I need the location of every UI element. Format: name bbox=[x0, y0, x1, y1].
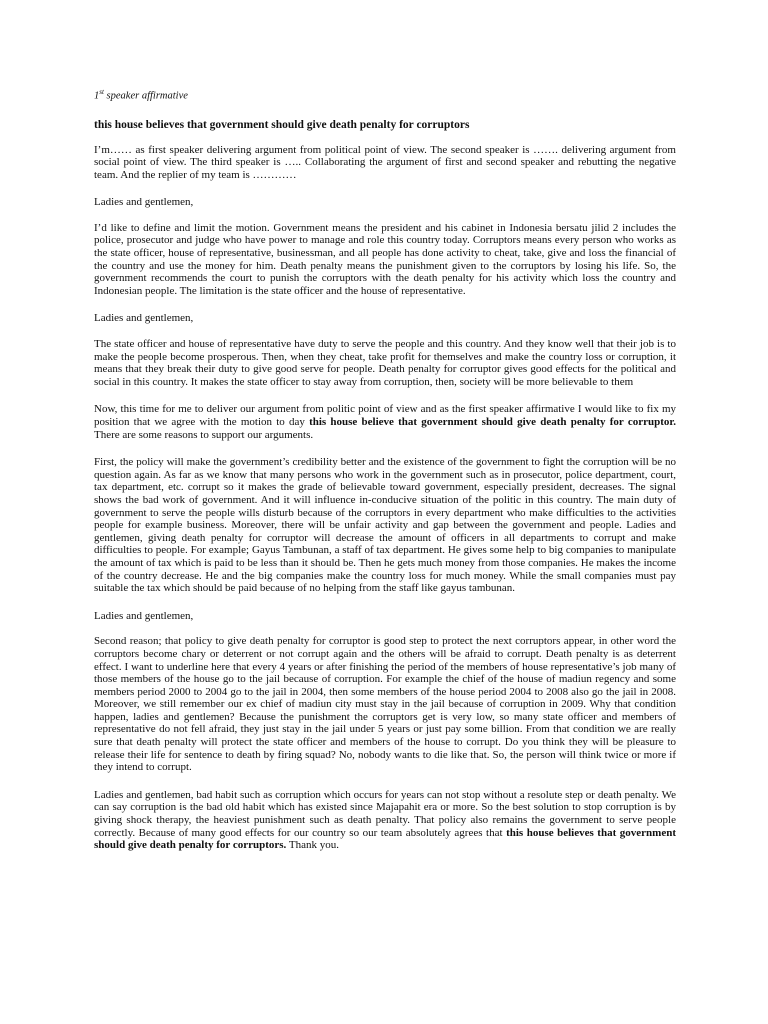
position-text-lead: Now, this time for me to deliver our argument from politic point of view and as the first speaker affirmative I would like to fix my position that we agree with the motion to day bbox=[94, 403, 676, 428]
speaker-label-ordinal: st bbox=[99, 88, 104, 96]
closing-text-tail: Thank you. bbox=[286, 839, 339, 852]
second-reason-paragraph: Second reason; that policy to give death penalty for corruptor is good step to protect the next corruptors appear, in other word the corruptors become chary or deterrent or not corrupt again and the others will be afraid to corrupt. Death penalty is as deterrent effect. I want to underline here that every 4 years or after finishing the period of the members of house representative’s job many of those members of the house go to the jail because of corruption. For example the chief of the house of madiun regency and some members period 2000 to 2004 go to the jail in 2004, then some members of the house period 2004 to 2008 also go the jail in 2008. Moreover, we still remember our ex chief of madiun city must stay in the jail because of corruption in 2009. Why that condition happen, ladies and gentlemen? Because the punishment the corruptors get is very low, so many state officer and members of representative do not fell afraid, they just stay in the jail under 5 years or just pay some billion. From that condition we are really sure that death penalty will protect the state officer and members of the house to corrupt. Do you think they will be pleasure to release their life for sentence to death by firing squad? No, nobody wants to die like that. So, the person will think twice or more if they intend to corrupt. bbox=[94, 635, 676, 774]
motion-heading: this house believes that government should give death penalty for corruptors bbox=[94, 118, 470, 131]
position-motion-bold: this house believe that government should give death penalty for corruptor. bbox=[309, 416, 676, 428]
definition-paragraph: I’d like to define and limit the motion. Government means the president and his cabinet in Indonesia bersatu jilid 2 includes the police, prosecutor and judge who have power to manage and role this country today. Corruptors means every person who works as the state officer, house of representative, businessman, and all people has done activity to cheat, take, give and loss the financial of the country and use the money for him. Death penalty means the punishment given to the corruptors by losing his life. So, the government recommends the court to punish the corruptors with the death penalty for his activity which loss the country and Indonesian people. The limitation is the state officer and the house of representative. bbox=[94, 221, 676, 297]
speaker-label-text: speaker affirmative bbox=[103, 90, 188, 102]
intro-paragraph: I’m…… as first speaker delivering argument from political point of view. The second speaker is ……. delivering argument from social point of view. The third speaker is ….. Collaborating the argument of first and second speaker and rebutting the negative team. And the replier of my team is ………… bbox=[94, 143, 676, 181]
first-reason-paragraph: First, the policy will make the government’s credibility better and the existence of the government to fight the corruption will be no question again. As far as we know that many persons who work in the government such as in prosecutor, police department, court, tax department, etc. corrupt so it makes the grade of believable toward government, especially president, decreases. The signal shows the bad work of government. And it will influence in-conducive situation of the politic in this country. The main duty of government to serve the people wills disturb because of the corruptors in every department who make difficulties to the activities people for example business. Moreover, there will be unfair activity and gap between the government and people. Ladies and gentlemen, giving death penalty for corruptor will decrease the amount of officers in all departments to corrupt and make difficulties to people. For example; Gayus Tambunan, a staff of tax department. He gives some help to big companies to manipulate the amount of tax which is paid to be less than it should be. Then he gets much money from those companies. He makes the income of the country decrease. He and the big companies make the country loss for much money. While the small companies must pay suitable the tax which should be paid because of no helping from the staff like gayus tambunan. bbox=[94, 456, 676, 595]
greeting-2: Ladies and gentlemen, bbox=[94, 312, 194, 325]
closing-motion-bold: this house believes that government should give death penalty for corruptors. bbox=[94, 826, 676, 852]
speaker-label-number: 1 bbox=[94, 90, 100, 102]
position-paragraph bbox=[94, 403, 676, 441]
greeting-3: Ladies and gentlemen, bbox=[94, 609, 194, 622]
duty-paragraph: The state officer and house of representative have duty to serve the people and this country. And they know well that their job is to make the people become prosperous. Then, when they cheat, take profit for themselves and make the country loss or corruption, it means that they break their duty to give good serve for people. Death penalty for corruptor gives good effects for the political and social in this country. It makes the state officer to stay away from corruption, then, society will be more believable to them bbox=[94, 338, 676, 388]
closing-text-lead: Ladies and gentlemen, bad habit such as corruption which occurs for years can not stop without a resolute step or death penalty. We can say corruption is the bad old habit which has existed since Majapahit era or more. So the best solution to stop corruption is by giving shock therapy, the heaviest punishment such as death penalty. That policy also remains the government to serve people correctly. Because of many good effects for our country so our team absolutely agrees that bbox=[94, 788, 676, 839]
closing-paragraph bbox=[94, 789, 676, 852]
greeting-1: Ladies and gentlemen, bbox=[94, 196, 194, 209]
speaker-label bbox=[94, 86, 676, 103]
position-text-tail: There are some reasons to support our arguments. bbox=[94, 428, 314, 441]
